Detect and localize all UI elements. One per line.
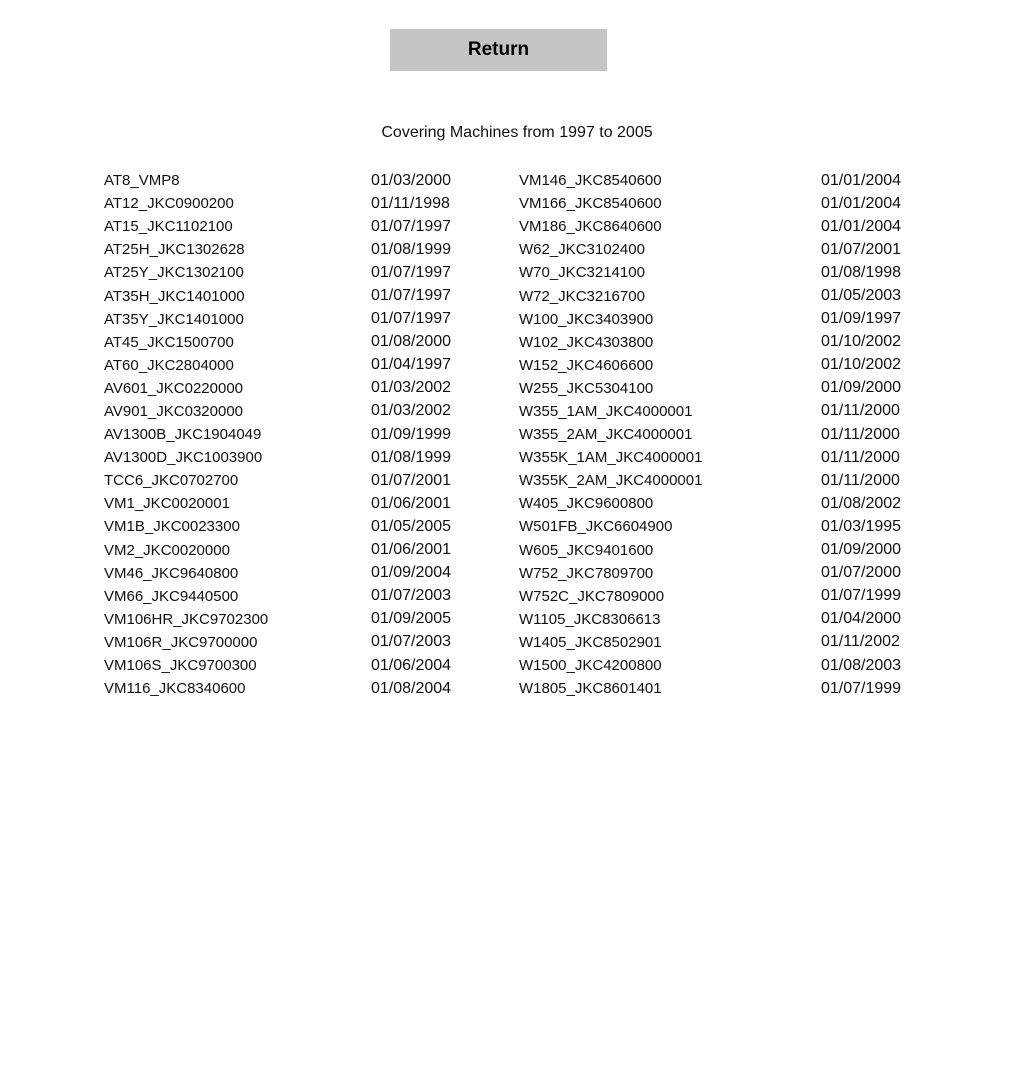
machine-name-left: AT45_JKC1500700 [104, 333, 234, 351]
install-date-right: 01/11/2000 [821, 448, 900, 466]
install-date-left: 01/03/2002 [371, 379, 452, 397]
machine-name-left: TCC6_JKC0702700 [104, 472, 239, 490]
machine-name-right: W355K_1AM_JKC4000001 [519, 449, 703, 467]
machine-name-left: VM46_JKC9640800 [104, 564, 239, 582]
machine-name-left: AT12_JKC0900200 [104, 195, 234, 213]
install-date-left: 01/08/2004 [371, 679, 452, 697]
machine-name-left: AV1300D_JKC1003900 [104, 449, 263, 467]
table-row [104, 308, 941, 331]
table-row [104, 215, 941, 238]
machine-name-left: VM116_JKC8340600 [104, 680, 246, 698]
machine-name-left: AV601_JKC0220000 [104, 379, 243, 397]
machine-name-left: AT8_VMP8 [104, 172, 180, 190]
install-date-right: 01/08/1998 [821, 263, 902, 281]
install-date-right: 01/10/2002 [821, 356, 902, 374]
install-date-right: 01/09/1997 [821, 310, 902, 328]
machine-name-left: VM106HR_JKC9702300 [104, 610, 269, 628]
install-date-right: 01/10/2002 [821, 333, 902, 351]
install-date-right: 01/07/2001 [821, 240, 902, 258]
install-date-right: 01/04/2000 [821, 610, 902, 628]
machine-name-right: W152_JKC4606600 [519, 356, 654, 374]
machine-name-right: W1105_JKC8306613 [519, 610, 661, 628]
install-date-right: 01/11/2000 [821, 471, 900, 489]
install-date-right: 01/09/2000 [821, 379, 902, 397]
machine-name-left: VM2_JKC0020000 [104, 541, 230, 559]
install-date-left: 01/09/1999 [371, 425, 452, 443]
table-row [104, 423, 941, 446]
machine-name-right: W255_JKC5304100 [519, 379, 654, 397]
machine-name-right: W100_JKC3403900 [519, 310, 654, 328]
machine-name-right: VM166_JKC8540600 [519, 195, 662, 213]
install-date-right: 01/07/1999 [821, 587, 902, 605]
machine-name-left: VM1B_JKC0023300 [104, 518, 240, 536]
machine-name-left: VM1_JKC0020001 [104, 495, 230, 513]
table-row [104, 585, 941, 608]
machine-name-right: W355_2AM_JKC4000001 [519, 426, 693, 444]
install-date-left: 01/07/2003 [371, 633, 452, 651]
table-row [104, 515, 941, 538]
install-date-left: 01/07/1997 [371, 263, 452, 281]
machine-name-right: W355K_2AM_JKC4000001 [519, 472, 703, 490]
install-date-left: 01/03/2002 [371, 402, 452, 420]
install-date-left: 01/09/2005 [371, 610, 452, 628]
table-row [104, 631, 941, 654]
machine-name-left: VM66_JKC9440500 [104, 587, 239, 605]
install-date-right: 01/01/2004 [821, 194, 902, 212]
return-button[interactable]: Return [390, 29, 607, 71]
table-row [104, 654, 941, 677]
install-date-left: 01/04/1997 [371, 356, 452, 374]
machine-name-left: AT15_JKC1102100 [104, 218, 233, 236]
table-row [104, 562, 941, 585]
install-date-left: 01/08/1999 [371, 240, 452, 258]
install-date-left: 01/06/2001 [371, 494, 452, 512]
install-date-left: 01/07/1997 [371, 217, 452, 235]
table-row [104, 261, 941, 284]
install-date-left: 01/07/1997 [371, 287, 452, 305]
machine-rows [104, 169, 941, 700]
machine-name-left: AV1300B_JKC1904049 [104, 426, 262, 444]
machine-name-left: AT60_JKC2804000 [104, 356, 234, 374]
machine-name-right: W355_1AM_JKC4000001 [519, 402, 693, 420]
install-date-right: 01/08/2003 [821, 656, 902, 674]
table-row [104, 492, 941, 515]
machine-name-right: W752C_JKC7809000 [519, 587, 665, 605]
machine-name-left: AT35H_JKC1401000 [104, 287, 245, 305]
machine-name-right: W605_JKC9401600 [519, 541, 654, 559]
install-date-left: 01/03/2000 [371, 171, 452, 189]
install-date-left: 01/06/2004 [371, 656, 452, 674]
table-row [104, 400, 941, 423]
install-date-right: 01/11/2000 [821, 425, 900, 443]
install-date-right: 01/01/2004 [821, 171, 902, 189]
install-date-right: 01/11/2002 [821, 633, 900, 651]
machine-name-right: W1500_JKC4200800 [519, 657, 662, 675]
install-date-left: 01/07/2003 [371, 587, 452, 605]
machine-name-right: W1805_JKC8601401 [519, 680, 662, 698]
install-date-left: 01/07/2001 [371, 471, 452, 489]
machine-name-right: VM146_JKC8540600 [519, 172, 662, 190]
install-date-right: 01/11/2000 [821, 402, 900, 420]
machine-name-left: VM106R_JKC9700000 [104, 633, 258, 651]
table-row [104, 284, 941, 307]
table-row [104, 677, 941, 700]
install-date-left: 01/08/1999 [371, 448, 452, 466]
machine-name-left: AT25H_JKC1302628 [104, 241, 245, 259]
install-date-left: 01/11/1998 [371, 194, 450, 212]
table-row [104, 354, 941, 377]
install-date-right: 01/09/2000 [821, 541, 902, 559]
table-row [104, 446, 941, 469]
table-row [104, 539, 941, 562]
machine-name-right: W72_JKC3216700 [519, 287, 645, 305]
machine-name-right: W70_JKC3214100 [519, 264, 645, 282]
install-date-right: 01/08/2002 [821, 494, 902, 512]
table-row [104, 169, 941, 192]
install-date-right: 01/07/2000 [821, 564, 902, 582]
table-row [104, 331, 941, 354]
install-date-left: 01/05/2005 [371, 517, 452, 535]
table-row [104, 238, 941, 261]
install-date-left: 01/06/2001 [371, 541, 452, 559]
machine-name-left: VM106S_JKC9700300 [104, 657, 257, 675]
table-row [104, 469, 941, 492]
machine-name-left: AT25Y_JKC1302100 [104, 264, 244, 282]
machine-name-right: W501FB_JKC6604900 [519, 518, 673, 536]
install-date-left: 01/08/2000 [371, 333, 452, 351]
machine-name-right: W752_JKC7809700 [519, 564, 654, 582]
install-date-right: 01/01/2004 [821, 217, 902, 235]
machine-name-right: W1405_JKC8502901 [519, 633, 662, 651]
install-date-right: 01/03/1995 [821, 517, 902, 535]
table-row [104, 608, 941, 631]
table-row [104, 192, 941, 215]
install-date-left: 01/09/2004 [371, 564, 452, 582]
machine-name-right: W62_JKC3102400 [519, 241, 645, 259]
machine-name-left: AT35Y_JKC1401000 [104, 310, 244, 328]
machine-name-left: AV901_JKC0320000 [104, 402, 243, 420]
install-date-left: 01/07/1997 [371, 310, 452, 328]
install-date-right: 01/07/1999 [821, 679, 902, 697]
machine-name-right: W405_JKC9600800 [519, 495, 654, 513]
page-subtitle: Covering Machines from 1997 to 2005 [381, 124, 653, 141]
machine-name-right: VM186_JKC8640600 [519, 218, 662, 236]
machine-table [104, 169, 941, 700]
table-row [104, 377, 941, 400]
install-date-right: 01/05/2003 [821, 287, 902, 305]
machine-name-right: W102_JKC4303800 [519, 333, 654, 351]
